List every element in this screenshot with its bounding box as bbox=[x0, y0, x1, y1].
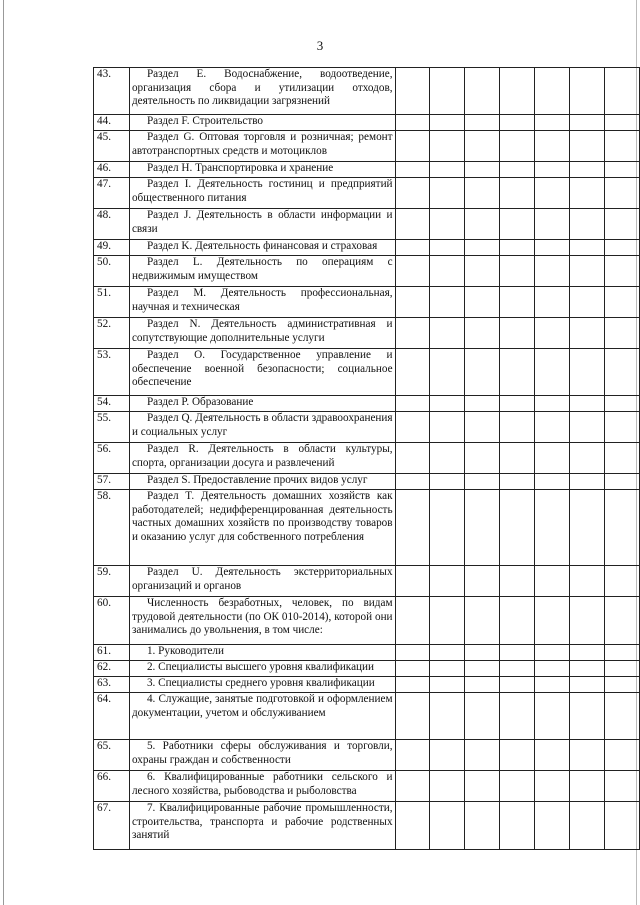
value-cell bbox=[570, 240, 605, 256]
value-cell bbox=[570, 645, 605, 661]
row-number: 48. bbox=[94, 209, 130, 240]
table-row bbox=[94, 661, 640, 677]
row-number: 44. bbox=[94, 115, 130, 131]
value-cell bbox=[465, 597, 500, 645]
scan-left-edge bbox=[3, 0, 4, 905]
row-number: 52. bbox=[94, 318, 130, 349]
value-cell bbox=[535, 566, 570, 597]
table-row bbox=[94, 443, 640, 474]
row-indicator-text: 2. Специалисты высшего уровня квалификации bbox=[146, 661, 375, 673]
value-cell bbox=[465, 645, 500, 661]
value-cell bbox=[604, 566, 639, 597]
value-cell bbox=[465, 287, 500, 318]
value-cell bbox=[604, 771, 639, 802]
row-indicator-name bbox=[129, 131, 395, 162]
row-indicator-text: Раздел M. Деятельность профессиональная, научная и техническая bbox=[131, 287, 393, 313]
value-cell bbox=[535, 396, 570, 412]
table-row bbox=[94, 349, 640, 396]
value-cell bbox=[430, 693, 465, 740]
row-indicator-text: Раздел G. Оптовая торговля и розничная; ремонт автотранспортных средств и мотоциклов bbox=[131, 131, 393, 157]
value-cell bbox=[465, 209, 500, 240]
value-cell bbox=[570, 474, 605, 490]
value-cell bbox=[395, 771, 430, 802]
value-cell bbox=[430, 566, 465, 597]
value-cell bbox=[535, 131, 570, 162]
value-cell bbox=[500, 178, 535, 209]
value-cell bbox=[535, 693, 570, 740]
value-cell bbox=[465, 349, 500, 396]
row-number: 49. bbox=[94, 240, 130, 256]
row-number: 46. bbox=[94, 162, 130, 178]
value-cell bbox=[395, 474, 430, 490]
row-indicator-text: Раздел S. Предоставление прочих видов услуг bbox=[146, 474, 368, 486]
value-cell bbox=[604, 396, 639, 412]
table-row bbox=[94, 396, 640, 412]
row-number: 65. bbox=[94, 740, 130, 771]
value-cell bbox=[395, 115, 430, 131]
row-indicator-text: 3. Специалисты среднего уровня квалификации bbox=[146, 677, 375, 689]
value-cell bbox=[500, 349, 535, 396]
value-cell bbox=[604, 349, 639, 396]
row-indicator-name bbox=[129, 68, 395, 115]
value-cell bbox=[395, 131, 430, 162]
value-cell bbox=[465, 693, 500, 740]
table-row bbox=[94, 240, 640, 256]
value-cell bbox=[604, 68, 639, 115]
value-cell bbox=[535, 490, 570, 566]
value-cell bbox=[604, 318, 639, 349]
table-row bbox=[94, 68, 640, 115]
value-cell bbox=[395, 209, 430, 240]
value-cell bbox=[430, 240, 465, 256]
value-cell bbox=[535, 240, 570, 256]
value-cell bbox=[535, 771, 570, 802]
value-cell bbox=[395, 178, 430, 209]
value-cell bbox=[465, 240, 500, 256]
value-cell bbox=[570, 802, 605, 850]
table-row bbox=[94, 677, 640, 693]
table-row bbox=[94, 412, 640, 443]
row-number: 50. bbox=[94, 256, 130, 287]
value-cell bbox=[570, 162, 605, 178]
value-cell bbox=[395, 349, 430, 396]
value-cell bbox=[430, 597, 465, 645]
row-indicator-name bbox=[129, 597, 395, 645]
value-cell bbox=[500, 412, 535, 443]
row-number: 59. bbox=[94, 566, 130, 597]
value-cell bbox=[465, 490, 500, 566]
value-cell bbox=[535, 115, 570, 131]
value-cell bbox=[535, 474, 570, 490]
table-row bbox=[94, 490, 640, 566]
value-cell bbox=[430, 474, 465, 490]
value-cell bbox=[395, 240, 430, 256]
row-indicator-name bbox=[129, 566, 395, 597]
row-indicator-text: 5. Работники сферы обслуживания и торговли, охраны граждан и собственности bbox=[131, 740, 393, 766]
value-cell bbox=[570, 490, 605, 566]
table-row bbox=[94, 802, 640, 850]
value-cell bbox=[465, 474, 500, 490]
value-cell bbox=[535, 597, 570, 645]
value-cell bbox=[500, 256, 535, 287]
row-indicator-name bbox=[129, 256, 395, 287]
value-cell bbox=[465, 115, 500, 131]
value-cell bbox=[535, 162, 570, 178]
table-row bbox=[94, 693, 640, 740]
value-cell bbox=[430, 396, 465, 412]
row-number: 61. bbox=[94, 645, 130, 661]
value-cell bbox=[395, 162, 430, 178]
value-cell bbox=[465, 318, 500, 349]
value-cell bbox=[604, 474, 639, 490]
row-number: 66. bbox=[94, 771, 130, 802]
value-cell bbox=[395, 661, 430, 677]
value-cell bbox=[395, 256, 430, 287]
value-cell bbox=[570, 178, 605, 209]
row-indicator-text: Раздел I. Деятельность гостиниц и предприятий общественного питания bbox=[131, 178, 393, 204]
value-cell bbox=[395, 693, 430, 740]
row-number: 67. bbox=[94, 802, 130, 850]
row-indicator-name bbox=[129, 349, 395, 396]
value-cell bbox=[430, 349, 465, 396]
value-cell bbox=[500, 287, 535, 318]
value-cell bbox=[500, 318, 535, 349]
value-cell bbox=[430, 740, 465, 771]
value-cell bbox=[465, 162, 500, 178]
row-indicator-name bbox=[129, 240, 395, 256]
row-number: 47. bbox=[94, 178, 130, 209]
row-indicator-text: Раздел L. Деятельность по операциям с недвижимым имуществом bbox=[131, 256, 393, 282]
value-cell bbox=[535, 287, 570, 318]
row-indicator-text: Раздел O. Государственное управление и обеспечение военной безопасности; социальное обеспечение bbox=[131, 349, 393, 388]
row-number: 58. bbox=[94, 490, 130, 566]
value-cell bbox=[570, 661, 605, 677]
row-indicator-name bbox=[129, 645, 395, 661]
value-cell bbox=[430, 68, 465, 115]
value-cell bbox=[465, 443, 500, 474]
value-cell bbox=[500, 740, 535, 771]
value-cell bbox=[430, 318, 465, 349]
value-cell bbox=[604, 490, 639, 566]
value-cell bbox=[500, 661, 535, 677]
value-cell bbox=[395, 740, 430, 771]
value-cell bbox=[465, 256, 500, 287]
value-cell bbox=[430, 443, 465, 474]
value-cell bbox=[395, 597, 430, 645]
row-number: 62. bbox=[94, 661, 130, 677]
row-indicator-text: Раздел Q. Деятельность в области здравоохранения и социальных услуг bbox=[131, 412, 393, 438]
row-number: 63. bbox=[94, 677, 130, 693]
value-cell bbox=[570, 412, 605, 443]
value-cell bbox=[395, 287, 430, 318]
value-cell bbox=[500, 115, 535, 131]
row-number: 60. bbox=[94, 597, 130, 645]
table-row bbox=[94, 209, 640, 240]
value-cell bbox=[570, 115, 605, 131]
value-cell bbox=[604, 287, 639, 318]
value-cell bbox=[430, 771, 465, 802]
row-indicator-name bbox=[129, 209, 395, 240]
value-cell bbox=[535, 677, 570, 693]
value-cell bbox=[535, 740, 570, 771]
value-cell bbox=[604, 661, 639, 677]
value-cell bbox=[570, 677, 605, 693]
row-indicator-name bbox=[129, 740, 395, 771]
value-cell bbox=[430, 178, 465, 209]
value-cell bbox=[465, 771, 500, 802]
value-cell bbox=[535, 645, 570, 661]
row-indicator-name bbox=[129, 474, 395, 490]
value-cell bbox=[500, 209, 535, 240]
row-indicator-name bbox=[129, 677, 395, 693]
value-cell bbox=[500, 597, 535, 645]
row-indicator-text: Раздел K. Деятельность финансовая и страховая bbox=[146, 240, 378, 252]
value-cell bbox=[395, 645, 430, 661]
value-cell bbox=[395, 412, 430, 443]
table-row bbox=[94, 645, 640, 661]
value-cell bbox=[465, 677, 500, 693]
row-indicator-text: Раздел E. Водоснабжение, водоотведение, организация сбора и утилизации отходов, деятельность по ликвидации загрязнений bbox=[131, 68, 393, 107]
value-cell bbox=[604, 802, 639, 850]
value-cell bbox=[604, 209, 639, 240]
value-cell bbox=[430, 802, 465, 850]
row-number: 56. bbox=[94, 443, 130, 474]
value-cell bbox=[570, 771, 605, 802]
value-cell bbox=[465, 661, 500, 677]
row-number: 54. bbox=[94, 396, 130, 412]
row-indicator-text: Раздел T. Деятельность домашних хозяйств как работодателей; недифференцированная деятельность частных домашних хозяйств по производству товаров и оказанию услуг для собственного потребления bbox=[131, 490, 393, 543]
value-cell bbox=[604, 677, 639, 693]
value-cell bbox=[430, 131, 465, 162]
row-number: 43. bbox=[94, 68, 130, 115]
value-cell bbox=[604, 240, 639, 256]
value-cell bbox=[395, 490, 430, 566]
value-cell bbox=[604, 597, 639, 645]
table-row bbox=[94, 474, 640, 490]
row-indicator-name bbox=[129, 802, 395, 850]
row-indicator-name bbox=[129, 318, 395, 349]
value-cell bbox=[604, 162, 639, 178]
table-row bbox=[94, 131, 640, 162]
value-cell bbox=[570, 256, 605, 287]
value-cell bbox=[604, 412, 639, 443]
value-cell bbox=[570, 131, 605, 162]
value-cell bbox=[430, 677, 465, 693]
value-cell bbox=[570, 740, 605, 771]
table-row bbox=[94, 178, 640, 209]
table-row bbox=[94, 162, 640, 178]
value-cell bbox=[570, 287, 605, 318]
value-cell bbox=[465, 68, 500, 115]
report-table-body bbox=[94, 68, 640, 850]
table-row bbox=[94, 740, 640, 771]
value-cell bbox=[465, 396, 500, 412]
row-number: 53. bbox=[94, 349, 130, 396]
row-indicator-text: 7. Квалифицированные рабочие промышленности, строительства, транспорта и рабочие родственных занятий bbox=[131, 802, 393, 841]
value-cell bbox=[430, 490, 465, 566]
value-cell bbox=[395, 802, 430, 850]
value-cell bbox=[465, 802, 500, 850]
row-indicator-name bbox=[129, 693, 395, 740]
row-indicator-text: Раздел H. Транспортировка и хранение bbox=[146, 162, 334, 174]
value-cell bbox=[570, 597, 605, 645]
value-cell bbox=[430, 661, 465, 677]
value-cell bbox=[535, 178, 570, 209]
value-cell bbox=[500, 771, 535, 802]
row-number: 64. bbox=[94, 693, 130, 740]
row-indicator-text: Численность безработных, человек, по видам трудовой деятельности (по ОК 010-2014), которой они занимались до увольнения, в том числе: bbox=[131, 597, 393, 636]
table-row bbox=[94, 287, 640, 318]
value-cell bbox=[500, 162, 535, 178]
table-row bbox=[94, 115, 640, 131]
table-row bbox=[94, 318, 640, 349]
row-indicator-name bbox=[129, 661, 395, 677]
row-number: 57. bbox=[94, 474, 130, 490]
row-indicator-name bbox=[129, 162, 395, 178]
value-cell bbox=[535, 256, 570, 287]
value-cell bbox=[535, 802, 570, 850]
row-indicator-text: Раздел F. Строительство bbox=[146, 115, 264, 127]
row-indicator-name bbox=[129, 771, 395, 802]
row-indicator-text: Раздел P. Образование bbox=[146, 396, 254, 408]
row-indicator-text: Раздел N. Деятельность административная и сопутствующие дополнительные услуги bbox=[131, 318, 393, 344]
value-cell bbox=[395, 566, 430, 597]
value-cell bbox=[535, 661, 570, 677]
table-row bbox=[94, 566, 640, 597]
row-indicator-name bbox=[129, 490, 395, 566]
value-cell bbox=[535, 68, 570, 115]
value-cell bbox=[604, 443, 639, 474]
value-cell bbox=[500, 802, 535, 850]
value-cell bbox=[430, 256, 465, 287]
value-cell bbox=[604, 693, 639, 740]
value-cell bbox=[465, 178, 500, 209]
row-number: 55. bbox=[94, 412, 130, 443]
value-cell bbox=[535, 209, 570, 240]
value-cell bbox=[535, 412, 570, 443]
table-row bbox=[94, 597, 640, 645]
value-cell bbox=[430, 287, 465, 318]
value-cell bbox=[604, 256, 639, 287]
value-cell bbox=[570, 349, 605, 396]
value-cell bbox=[535, 318, 570, 349]
value-cell bbox=[500, 645, 535, 661]
value-cell bbox=[500, 240, 535, 256]
row-indicator-text: 4. Служащие, занятые подготовкой и оформлением документации, учетом и обслуживанием bbox=[131, 693, 393, 719]
row-indicator-name bbox=[129, 115, 395, 131]
value-cell bbox=[500, 396, 535, 412]
value-cell bbox=[430, 162, 465, 178]
table-row bbox=[94, 771, 640, 802]
value-cell bbox=[604, 131, 639, 162]
value-cell bbox=[500, 490, 535, 566]
page-number: 3 bbox=[316, 38, 324, 53]
row-indicator-name bbox=[129, 287, 395, 318]
value-cell bbox=[500, 474, 535, 490]
value-cell bbox=[395, 443, 430, 474]
value-cell bbox=[570, 396, 605, 412]
value-cell bbox=[604, 740, 639, 771]
value-cell bbox=[395, 677, 430, 693]
value-cell bbox=[570, 318, 605, 349]
value-cell bbox=[500, 677, 535, 693]
row-indicator-name bbox=[129, 412, 395, 443]
value-cell bbox=[395, 68, 430, 115]
row-indicator-name bbox=[129, 396, 395, 412]
value-cell bbox=[395, 396, 430, 412]
row-indicator-text: Раздел J. Деятельность в области информации и связи bbox=[131, 209, 393, 235]
value-cell bbox=[570, 209, 605, 240]
value-cell bbox=[604, 178, 639, 209]
value-cell bbox=[500, 566, 535, 597]
value-cell bbox=[604, 115, 639, 131]
value-cell bbox=[570, 443, 605, 474]
value-cell bbox=[430, 115, 465, 131]
table-row bbox=[94, 256, 640, 287]
value-cell bbox=[465, 740, 500, 771]
value-cell bbox=[570, 566, 605, 597]
value-cell bbox=[430, 645, 465, 661]
value-cell bbox=[465, 131, 500, 162]
row-number: 45. bbox=[94, 131, 130, 162]
value-cell bbox=[570, 68, 605, 115]
row-indicator-text: Раздел U. Деятельность экстерриториальных организаций и органов bbox=[131, 566, 393, 592]
row-indicator-text: 1. Руководители bbox=[146, 645, 224, 657]
row-indicator-text: 6. Квалифицированные работники сельского и лесного хозяйства, рыбоводства и рыболовства bbox=[131, 771, 393, 797]
value-cell bbox=[465, 412, 500, 443]
value-cell bbox=[500, 68, 535, 115]
report-table bbox=[93, 67, 640, 850]
value-cell bbox=[430, 412, 465, 443]
value-cell bbox=[500, 693, 535, 740]
value-cell bbox=[395, 318, 430, 349]
value-cell bbox=[535, 349, 570, 396]
row-indicator-name bbox=[129, 443, 395, 474]
row-indicator-name bbox=[129, 178, 395, 209]
value-cell bbox=[604, 645, 639, 661]
value-cell bbox=[500, 443, 535, 474]
value-cell bbox=[430, 209, 465, 240]
value-cell bbox=[500, 131, 535, 162]
value-cell bbox=[535, 443, 570, 474]
row-number: 51. bbox=[94, 287, 130, 318]
value-cell bbox=[465, 566, 500, 597]
row-indicator-text: Раздел R. Деятельность в области культуры, спорта, организации досуга и развлечений bbox=[131, 443, 393, 469]
value-cell bbox=[570, 693, 605, 740]
